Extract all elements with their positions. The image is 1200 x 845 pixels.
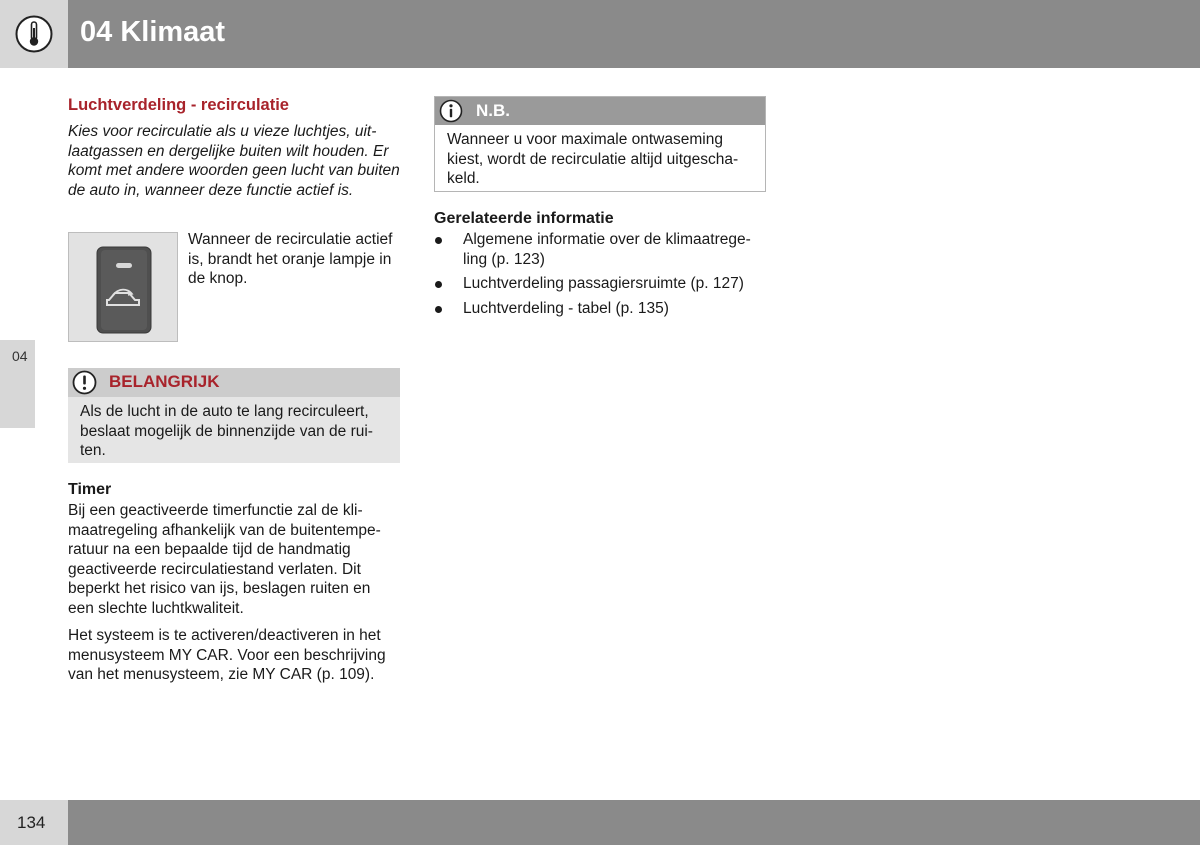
bullet-icon bbox=[435, 306, 442, 313]
related-heading: Gerelateerde informatie bbox=[434, 210, 614, 227]
bullet-icon bbox=[435, 237, 442, 244]
note-box bbox=[434, 96, 766, 192]
note-header bbox=[435, 97, 765, 125]
timer-heading: Timer bbox=[68, 481, 112, 498]
note-title: N.B. bbox=[476, 101, 510, 120]
image-caption: Wanneer de recirculatie actief is, brandt het oranje lampje in de knop. bbox=[188, 231, 393, 287]
related-item[interactable] bbox=[434, 299, 766, 319]
related-item-label: Luchtverdeling - tabel (p. 135) bbox=[463, 299, 669, 317]
important-text: Als de lucht in de auto te lang recirculeert, beslaat mogelijk de binnenzijde van de ruiten. bbox=[80, 403, 373, 459]
related-item[interactable] bbox=[434, 274, 766, 294]
important-header bbox=[68, 368, 400, 397]
section-title: Luchtverdeling - recirculatie bbox=[68, 96, 289, 114]
info-icon bbox=[439, 99, 463, 123]
related-item[interactable] bbox=[434, 230, 766, 269]
thermometer-icon bbox=[15, 15, 53, 53]
important-box bbox=[68, 368, 400, 463]
chapter-icon-box bbox=[0, 0, 68, 68]
chapter-side-tab bbox=[0, 340, 35, 428]
related-item-label: Algemene informatie over de klimaatregeling (p. 123) bbox=[463, 231, 751, 268]
related-list bbox=[434, 230, 766, 323]
related-item-label: Luchtverdeling passagiersruimte (p. 127) bbox=[463, 275, 744, 292]
exclamation-icon bbox=[72, 370, 97, 395]
note-text: Wanneer u voor maximale ontwaseming kiest, wordt de recirculatie altijd uitgeschakeld. bbox=[447, 131, 739, 187]
footer-bar bbox=[68, 800, 1200, 845]
bullet-icon bbox=[435, 281, 442, 288]
chapter-title: 04 Klimaat bbox=[80, 16, 226, 48]
timer-paragraph-2: Het systeem is te activeren/deactiveren in het menusysteem MY CAR. Voor een beschrijving van het menusysteem, zie MY CAR (p. 109). bbox=[68, 627, 386, 683]
side-tab-label: 04 bbox=[12, 348, 28, 364]
recirculation-button-icon bbox=[69, 233, 177, 341]
header-bar bbox=[68, 0, 1200, 68]
important-title: BELANGRIJK bbox=[109, 372, 220, 391]
page-number: 134 bbox=[17, 813, 46, 832]
timer-paragraph-1: Bij een geactiveerde timerfunctie zal de klimaatregeling afhankelijk van de buitentemperatuur na een bepaalde tijd de handmatig geactiveerde recirculatiestand verlaten. Dit beperkt het risico van ijs, beslagen ruiten en een slechte luchtkwaliteit. bbox=[68, 502, 381, 617]
section-intro: Kies voor recirculatie als u vieze luchtjes, uitlaatgassen en dergelijke buiten wilt houden. Er komt met andere woorden geen lucht van buiten de auto in, wanneer deze functie actief is. bbox=[68, 123, 400, 199]
recirculation-button-image bbox=[68, 232, 178, 342]
page-number-box bbox=[0, 800, 68, 845]
